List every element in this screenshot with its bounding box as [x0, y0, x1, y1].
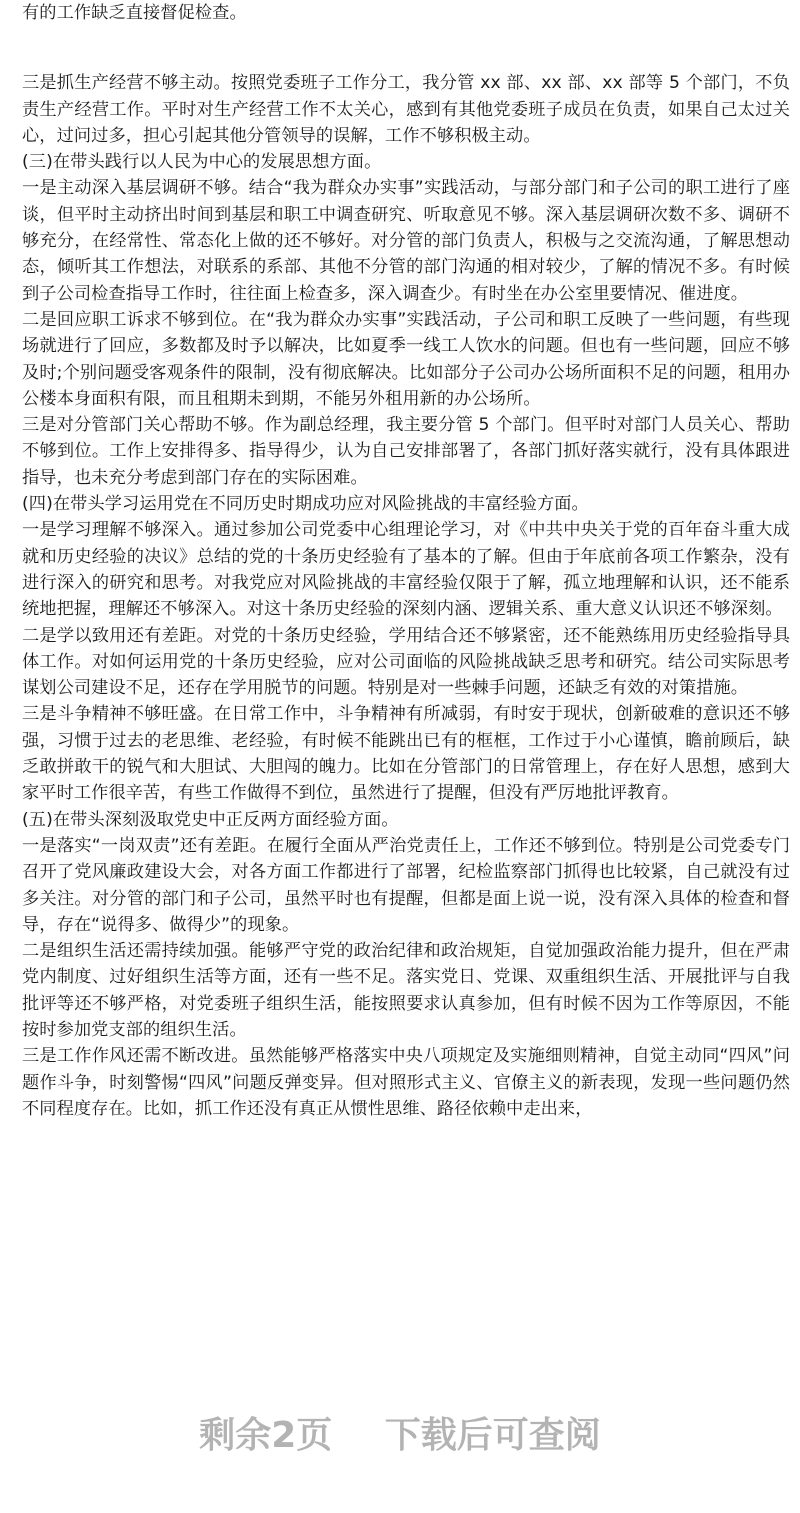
- paragraph-5: 三是对分管部门关心帮助不够。作为副总经理，我主要分管 5 个部门。但平时对部门人员关心、帮助不够到位。工作上安排得多、指导得少，认为自己安排部署了，各部门抓好落实就行，没有具体跟进指导，也未充分考虑到部门存在的实际困难。: [22, 415, 790, 488]
- paragraph-0: 有的工作缺乏直接督促检查。: [22, 3, 247, 23]
- paragraph-13: 三是工作作风还需不断改进。虽然能够严格落实中央八项规定及实施细则精神，自觉主动同“四风”问题作斗争，时刻警惕“四风”问题反弹变异。但对照形式主义、官僚主义的新表现，发现一些问题仍然不同程度存在。比如，抓工作还没有真正从惯性思维、路径依赖中走出来，: [22, 1046, 790, 1119]
- paragraph-3: 一是主动深入基层调研不够。结合“我为群众办实事”实践活动，与部分部门和子公司的职工进行了座谈，但平时主动挤出时间到基层和职工中调查研究、听取意见不够。深入基层调研次数不多、调研不够充分，在经常性、常态化上做的还不够好。对分管的部门负责人，积极与之交流沟通，了解思想动态，倾听其工作想法，对联系的系部、其他不分管的部门沟通的相对较少，了解的情况不多。有时候到子公司检查指导工作时，往往面上检查多，深入调查少。有时坐在办公室里要情况、催进度。: [22, 178, 790, 304]
- paragraph-4: 二是回应职工诉求不够到位。在“我为群众办实事”实践活动，子公司和职工反映了一些问题，有些现场就进行了回应，多数都及时予以解决，比如夏季一线工人饮水的问题。但也有一些问题，回应不够及时;个别问题受客观条件的限制，没有彻底解决。比如部分子公司办公场所面积不足的问题，租用办公楼本身面积有限，而且租期未到期，不能另外租用新的办公场所。: [22, 309, 790, 409]
- section-heading-5: (五)在带头深刻汲取党史中正反两方面经验方面。: [22, 809, 399, 830]
- paragraph-1: 三是抓生产经营不够主动。按照党委班子工作分工，我分管 xx 部、xx 部、xx 部等 5 个部门，不负责生产经营工作。平时对生产经营工作不太关心，感到有其他党委班子成员在负责，如果自己太过关心，过问过多，担心引起其他分管领导的误解，工作不够积极主动。: [22, 73, 790, 146]
- paragraph-9: 三是斗争精神不够旺盛。在日常工作中，斗争精神有所减弱，有时安于现状，创新破难的意识还不够强，习惯于过去的老思维、老经验，有时候不能跳出已有的框框，工作过于小心谨慎，瞻前顾后，缺乏敢拼敢干的锐气和大胆试、大胆闯的魄力。比如在分管部门的日常管理上，存在好人思想，感到大家平时工作很辛苦，有些工作做得不到位，虽然进行了提醒，但没有严厉地批评教育。: [22, 704, 790, 804]
- document-body: [22, 0, 790, 1122]
- paragraph-12: 二是组织生活还需持续加强。能够严守党的政治纪律和政治规矩，自觉加强政治能力提升，但在严肃党内制度、过好组织生活等方面，还有一些不足。落实党日、党课、双重组织生活、开展批评与自我批评等还不够严格，对党委班子组织生活，能按照要求认真参加，但有时候不因为工作等原因，不能按时参加党支部的组织生活。: [22, 941, 790, 1040]
- paragraph-11: 一是落实“一岗双责”还有差距。在履行全面从严治党责任上，工作还不够到位。特别是公司党委专门召开了党风廉政建设大会，对各方面工作都进行了部署，纪检监察部门抓得也比较紧，自己就没有过多关注。对分管的部门和子公司，虽然平时也有提醒，但都是面上说一说，没有深入具体的检查和督导，存在“说得多、做得少”的现象。: [22, 835, 790, 935]
- paragraph-7: 一是学习理解不够深入。通过参加公司党委中心组理论学习，对《中共中央关于党的百年奋斗重大成就和历史经验的决议》总结的党的十条历史经验有了基本的了解。但由于年底前各项工作繁杂，没有进行深入的研究和思考。对我党应对风险挑战的丰富经验仅限于了解，孤立地理解和认识，还不能系统地把握，理解还不够深入。对这十条历史经验的深刻内涵、逻辑关系、重大意义认识还不够深刻。: [22, 520, 790, 620]
- download-prompt[interactable]: [0, 1408, 800, 1464]
- paragraph-8: 二是学以致用还有差距。对党的十条历史经验，学用结合还不够紧密，还不能熟练用历史经验指导具体工作。对如何运用党的十条历史经验，应对公司面临的风险挑战缺乏思考和研究。结公司实际思考谋划公司建设不足，还存在学用脱节的问题。特别是对一些棘手问题，还缺乏有效的对策措施。: [22, 625, 790, 699]
- paragraph-gap: [22, 26, 790, 70]
- section-heading-3: (三)在带头践行以人民为中心的发展思想方面。: [22, 152, 382, 173]
- section-heading-4: (四)在带头学习运用党在不同历史时期成功应对风险挑战的丰富经验方面。: [22, 494, 589, 515]
- download-to-view-label[interactable]: 下载后可查阅: [384, 1415, 601, 1456]
- remaining-pages-label[interactable]: 剩余2页: [199, 1415, 333, 1456]
